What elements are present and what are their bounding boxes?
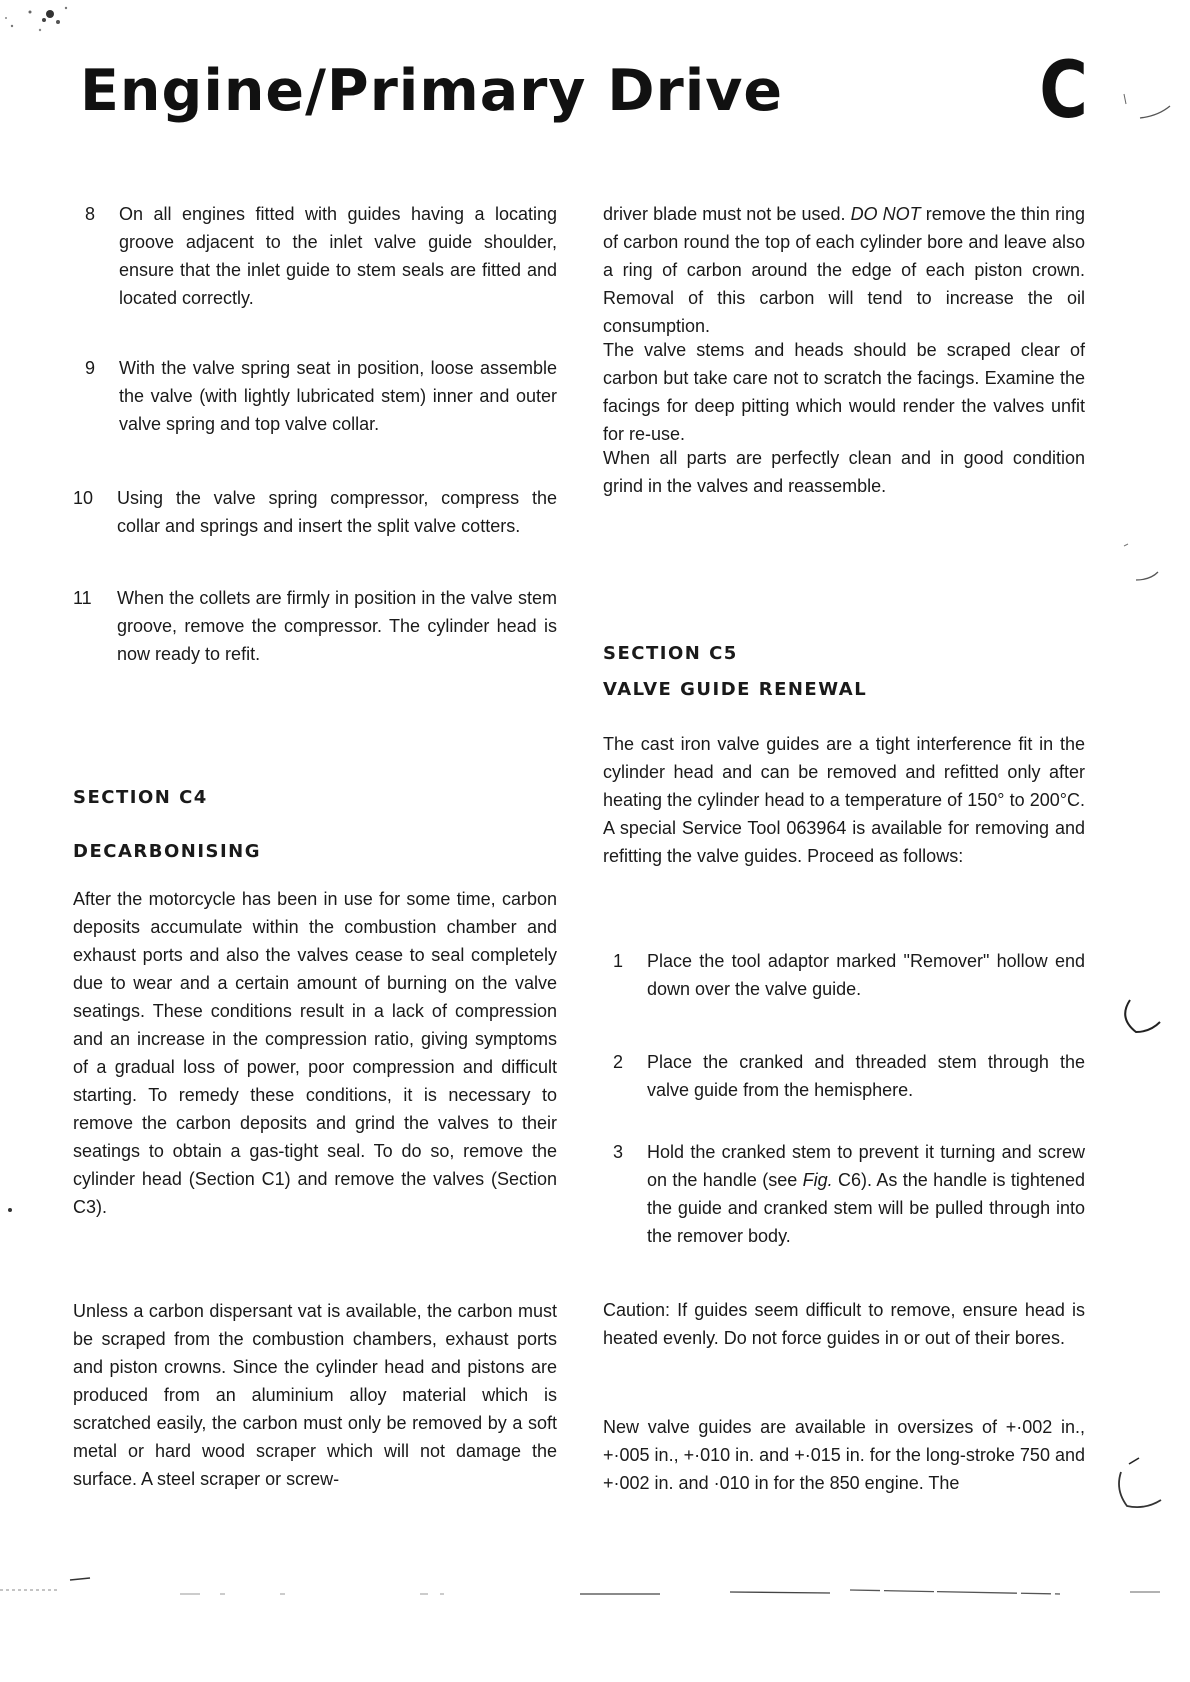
list-item-step-8 (73, 200, 557, 312)
step-number: 10 (73, 488, 94, 508)
step-text: Place the tool adaptor marked "Remover" hollow end down over the valve guide. (647, 951, 1085, 999)
text-run: remove the thin ring of carbon round the top of each cylinder bore and leave also a ring of carbon around the edge of each piston crown. Removal of this carbon will tend to increase the oil consumption. (603, 204, 1086, 336)
section-c5-label: SECTION C5 (603, 643, 738, 664)
step-text: With the valve spring seat in position, loose assemble the valve (with lightly lubricated stem) inner and outer valve spring and top valve collar. (119, 358, 557, 434)
page-title: Engine/Primary Drive (80, 58, 784, 124)
step-number: 8 (85, 204, 96, 224)
step-text: On all engines fitted with guides having a locating groove adjacent to the inlet valve guide shoulder, ensure that the inlet guide to stem seals are fitted and located correctly. (119, 204, 557, 308)
oversizes-paragraph: New valve guides are available in oversizes of +·002 in., +·005 in., +·010 in. and +·015 in. for the long-stroke 750 and +·002 in. and ·010 in for the 850 engine. The (603, 1417, 1085, 1493)
text-run: Hold the cranked stem to prevent it turning and screw on the handle (see (647, 1142, 1085, 1190)
step-text: Using the valve spring compressor, compress the collar and springs and insert the split valve cotters. (117, 488, 557, 536)
caution-paragraph: Caution: If guides seem difficult to remove, ensure head is heated evenly. Do not force guides in or out of their bores. (603, 1300, 1085, 1348)
list-item-c5-step-2 (603, 1048, 1085, 1104)
scan-bracket-right-c (1110, 990, 1170, 1040)
step-text: Place the cranked and threaded stem through the valve guide from the hemisphere. (647, 1052, 1085, 1100)
list-item-step-11 (73, 584, 557, 668)
list-item-c5-step-3 (603, 1138, 1085, 1250)
scan-speckle-top-left (0, 0, 90, 60)
section-c4-title: DECARBONISING (73, 841, 262, 862)
step-text (647, 1138, 1085, 1250)
emphasis-fig: Fig. (802, 1170, 833, 1190)
section-letter: C (1039, 46, 1088, 136)
section-c5-intro: The cast iron valve guides are a tight interference fit in the cylinder head and can be removed and refitted only after heating the cylinder head to a temperature of 150° to 200°C. A special Service Tool 063964 is available for removing and refitting the valve guides. Proceed as follows: (603, 734, 1085, 866)
list-item-step-10 (73, 484, 557, 540)
scan-mark-right-1 (1120, 90, 1180, 130)
step-number: 3 (613, 1142, 624, 1162)
reassemble-paragraph: When all parts are perfectly clean and in good condition grind in the valves and reassemble. (603, 448, 1085, 496)
list-item-step-9 (73, 354, 557, 438)
decarbonising-continued-paragraph (603, 200, 1085, 340)
step-number: 9 (85, 358, 96, 378)
step-text: When the collets are firmly in position in the valve stem groove, remove the compressor. The cylinder head is now ready to refit. (117, 588, 557, 664)
section-c4-label: SECTION C4 (73, 787, 208, 808)
valve-stems-paragraph: The valve stems and heads should be scraped clear of carbon but take care not to scratch the facings. Examine the facings for deep pitting which would render the valves unfit for re-use. (603, 340, 1085, 444)
step-number: 2 (613, 1052, 624, 1072)
section-c4-paragraph-2: Unless a carbon dispersant vat is available, the carbon must be scraped from the combustion chambers, exhaust ports and piston crowns. Since the cylinder head and pistons are produced from an aluminium alloy material which is scratched easily, the carbon must only be removed by a soft metal or hard wood scraper which will not damage the surface. A steel scraper or screw- (73, 1301, 557, 1489)
scan-mark-left-margin (0, 1200, 20, 1220)
text-run: driver blade must not be used. (603, 204, 851, 224)
scan-bracket-right-c-2 (1105, 1450, 1175, 1520)
emphasis-do-not: DO NOT (850, 204, 921, 224)
scan-bottom-rules (0, 1560, 1190, 1620)
list-item-c5-step-1 (603, 947, 1085, 1003)
text-run: C6). As the handle is tightened the guide and cranked stem will be pulled through into the remover body. (647, 1170, 1085, 1246)
section-c4-paragraph-1: After the motorcycle has been in use for some time, carbon deposits accumulate within the combustion chamber and exhaust ports and also the valves cease to seal completely due to wear and a certain amount of burning on the valve seatings. These conditions result in a lack of compression and an increase in the compression ratio, giving symptoms of a gradual loss of power, poor compression and difficult starting. To remedy these conditions, it is necessary to remove the carbon deposits and grind the valves to their seatings to obtain a gas-tight seal. To do so, remove the cylinder head (Section C1) and remove the valves (Section C3). (73, 889, 557, 1217)
step-number: 11 (73, 588, 92, 608)
scan-mark-right-2 (1110, 540, 1170, 590)
section-c5-title: VALVE GUIDE RENEWAL (603, 679, 868, 700)
step-number: 1 (613, 951, 624, 971)
